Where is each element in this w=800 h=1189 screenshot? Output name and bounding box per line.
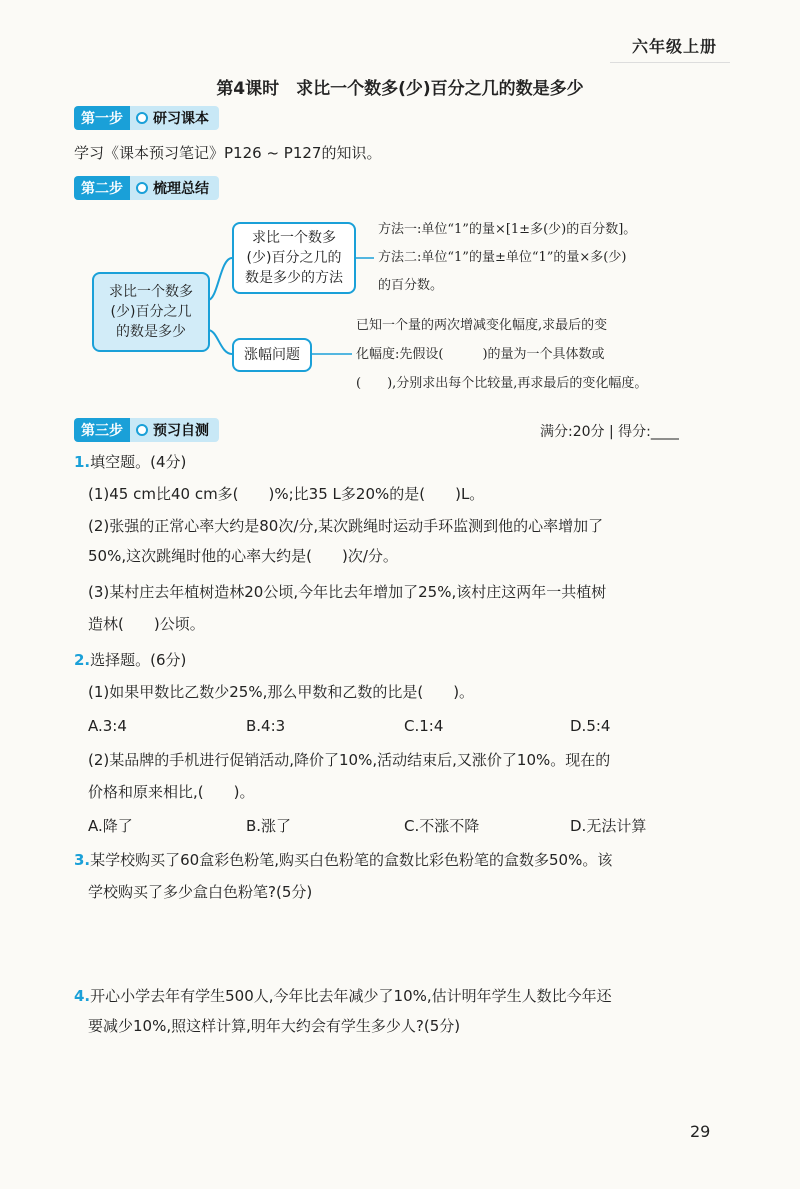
q2-heading bbox=[74, 650, 186, 670]
q3-number: 3. bbox=[74, 851, 91, 869]
q2-sub2-line1: (2)某品牌的手机进行促销活动,降价了10%,活动结束后,又涨价了10%。现在的 bbox=[88, 751, 611, 769]
q1-line-3: 50%,这次跳绳时他的心率大约是( )次/分。 bbox=[88, 547, 398, 565]
page-number: 29 bbox=[690, 1122, 711, 1141]
q4-number: 4. bbox=[74, 987, 91, 1005]
q2-opt2-c: C.不涨不降 bbox=[404, 817, 480, 835]
q2-opt2-a: A.降了 bbox=[88, 817, 133, 835]
method-line-2: 方法二:单位“1”的量±单位“1”的量×多(少) bbox=[378, 250, 627, 265]
method-box-line: 数是多少的方法 bbox=[245, 270, 343, 286]
q2-sub2-line2: 价格和原来相比,( )。 bbox=[88, 783, 255, 801]
q2-sub1: (1)如果甲数比乙数少25%,那么甲数和乙数的比是( )。 bbox=[88, 683, 475, 701]
q1-line-1: (1)45 cm比40 cm多( )%;比35 L多20%的是( )L。 bbox=[88, 485, 485, 503]
step1-text: 学习《课本预习笔记》P126 ~ P127的知识。 bbox=[74, 144, 382, 162]
mindmap-method-box bbox=[232, 222, 356, 294]
q4-line-2: 要减少10%,照这样计算,明年大约会有学生多少人?(5分) bbox=[88, 1017, 461, 1035]
step3-name: 预习自测 bbox=[153, 423, 209, 439]
main-box-line: 的数是多少 bbox=[116, 324, 186, 340]
q1-line-5: 造林( )公顷。 bbox=[88, 615, 205, 633]
q2-opt1-c: C.1:4 bbox=[404, 717, 444, 735]
step3-number: 第三步 bbox=[74, 418, 130, 442]
q3-text-1: 某学校购买了60盒彩色粉笔,购买白色粉笔的盒数比彩色粉笔的盒数多50%。该 bbox=[90, 851, 613, 869]
q2-title: 选择题。(6分) bbox=[90, 651, 187, 669]
step2-number: 第二步 bbox=[74, 176, 130, 200]
method-line-1: 方法一:单位“1”的量×[1±多(少)的百分数]。 bbox=[378, 222, 637, 237]
rise-box-label: 涨幅问题 bbox=[244, 347, 300, 363]
method-box-line: 求比一个数多 bbox=[252, 230, 336, 246]
method-box-line: (少)百分之几的 bbox=[246, 250, 342, 266]
step1-name: 研习课本 bbox=[153, 111, 209, 127]
step3-tag bbox=[74, 418, 219, 442]
mindmap-rise-box bbox=[232, 338, 312, 372]
main-box-line: (少)百分之几 bbox=[110, 304, 192, 320]
q4-text-1: 开心小学去年有学生500人,今年比去年减少了10%,估计明年学生人数比今年还 bbox=[90, 987, 612, 1005]
q4-line-1 bbox=[74, 986, 612, 1006]
q1-number: 1. bbox=[74, 453, 91, 471]
q2-opt1-b: B.4:3 bbox=[246, 717, 286, 735]
q2-opt2-b: B.涨了 bbox=[246, 817, 292, 835]
q2-opt2-d: D.无法计算 bbox=[570, 817, 647, 835]
lesson-title: 第4课时 求比一个数多(少)百分之几的数是多少 bbox=[216, 79, 584, 99]
rise-line-3: ( ),分别求出每个比较量,再求最后的变化幅度。 bbox=[356, 376, 648, 391]
branch-to-method bbox=[208, 258, 232, 300]
step2-name: 梳理总结 bbox=[153, 181, 209, 197]
main-box-line: 求比一个数多 bbox=[109, 284, 193, 300]
rise-line-1: 已知一个量的两次增减变化幅度,求最后的变 bbox=[356, 318, 608, 333]
step3-name-wrap bbox=[130, 418, 219, 442]
q1-line-4: (3)某村庄去年植树造林20公顷,今年比去年增加了25%,该村庄这两年一共植树 bbox=[88, 583, 607, 601]
grade-label: 六年级上册 bbox=[632, 37, 718, 56]
q1-line-2: (2)张强的正常心率大约是80次/分,某次跳绳时运动手环监测到他的心率增加了 bbox=[88, 517, 604, 535]
step-dot-icon bbox=[136, 424, 148, 436]
q1-title: 填空题。(4分) bbox=[90, 453, 187, 471]
q1-heading bbox=[74, 452, 186, 472]
step1-number: 第一步 bbox=[74, 106, 130, 130]
branch-to-rise bbox=[208, 330, 232, 354]
q2-number: 2. bbox=[74, 651, 91, 669]
rise-line-2: 化幅度:先假设( )的量为一个具体数或 bbox=[356, 347, 605, 362]
q2-opt1-a: A.3:4 bbox=[88, 717, 127, 735]
q3-line-1 bbox=[74, 850, 612, 870]
score-box: 满分:20分 | 得分:____ bbox=[540, 424, 679, 440]
mindmap-main-box bbox=[92, 272, 210, 352]
q2-opt1-d: D.5:4 bbox=[570, 717, 611, 735]
method-line-3: 的百分数。 bbox=[378, 278, 444, 293]
q3-line-2: 学校购买了多少盒白色粉笔?(5分) bbox=[88, 883, 313, 901]
